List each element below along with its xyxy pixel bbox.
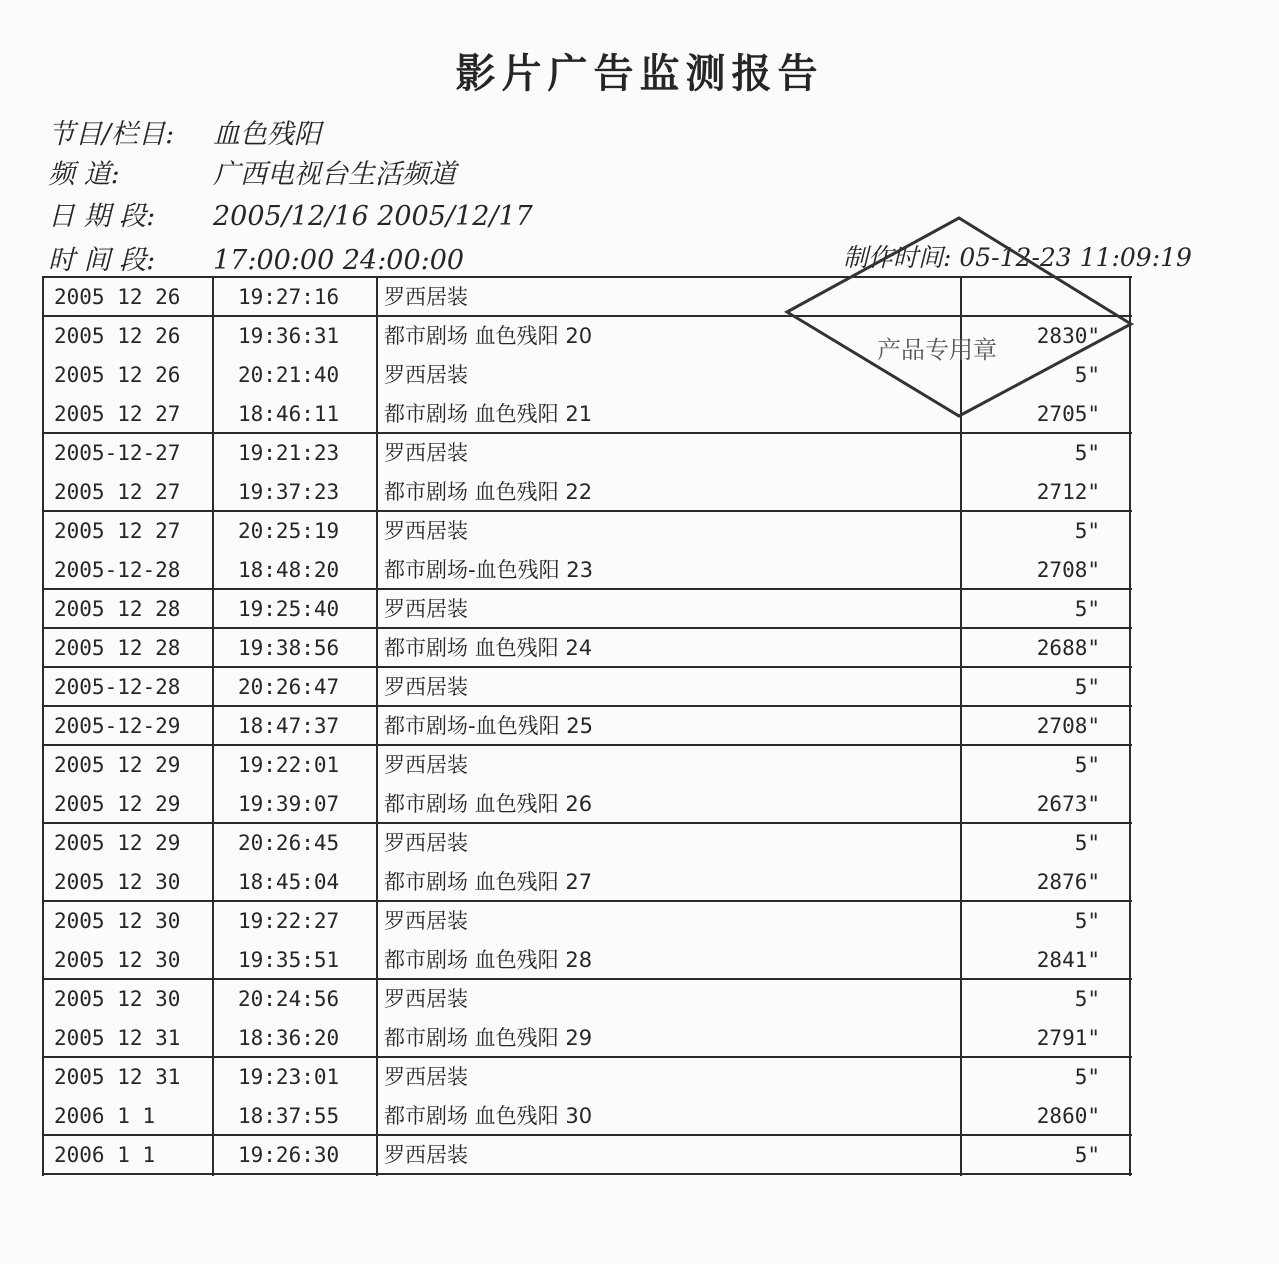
row-date: 2005 12 29 [54,753,181,777]
row-duration: 5" [1074,753,1100,777]
row-separator [42,705,1132,707]
row-time: 19:35:51 [238,948,340,972]
table-row [42,668,1132,707]
row-program: 都市剧场 血色残阳 22 [384,480,593,504]
row-program: 罗西居装 [384,597,468,621]
row-program: 都市剧场 血色残阳 30 [384,1104,593,1128]
row-separator [42,432,1132,434]
row-duration: 2791" [1036,1026,1100,1050]
row-time: 19:25:40 [238,597,340,621]
table-row [42,434,1132,473]
row-program: 罗西居装 [384,519,468,543]
seal-stamp-icon [783,214,1135,420]
table-row [42,707,1132,746]
row-date: 2005-12-28 [54,675,181,699]
row-separator [42,978,1132,980]
table-row [42,746,1132,785]
row-date: 2005 12 26 [54,285,181,309]
row-date: 2005 12 30 [54,948,181,972]
row-separator [42,1173,1132,1175]
time-range-value: 17:00:00 24:00:00 [213,245,465,276]
row-date: 2005-12-28 [54,558,181,582]
table-row [42,785,1132,824]
row-duration: 2673" [1036,792,1100,816]
row-duration: 2708" [1036,558,1100,582]
date-range-line [48,194,533,233]
row-program: 都市剧场 血色残阳 26 [384,792,593,816]
row-program: 罗西居装 [384,285,468,309]
row-date: 2005 12 28 [54,597,181,621]
row-time: 19:37:23 [238,480,340,504]
row-separator [42,627,1132,629]
table-row [42,1097,1132,1136]
row-duration: 5" [1074,831,1100,855]
row-program: 都市剧场 血色残阳 29 [384,1026,593,1050]
channel-label: 频 道: [48,159,120,190]
row-time: 18:36:20 [238,1026,340,1050]
row-date: 2005 12 31 [54,1065,181,1089]
row-duration: 2841" [1036,948,1100,972]
row-date: 2005-12-29 [54,714,181,738]
row-duration: 2860" [1036,1104,1100,1128]
table-row [42,902,1132,941]
row-time: 20:26:45 [238,831,340,855]
row-date: 2005-12-27 [54,441,181,465]
row-program: 都市剧场-血色残阳 25 [384,714,593,738]
row-time: 20:24:56 [238,987,340,1011]
row-time: 18:48:20 [238,558,340,582]
row-duration: 5" [1074,909,1100,933]
row-time: 20:21:40 [238,363,340,387]
row-time: 18:47:37 [238,714,340,738]
row-duration: 5" [1074,519,1100,543]
table-row [42,1136,1132,1175]
row-separator [42,1134,1132,1136]
row-time: 19:21:23 [238,441,340,465]
row-program: 都市剧场 血色残阳 28 [384,948,593,972]
row-program: 都市剧场-血色残阳 23 [384,558,593,582]
date-range-value: 2005/12/16 2005/12/17 [213,201,533,232]
row-time: 19:22:01 [238,753,340,777]
row-separator [42,1056,1132,1058]
row-program: 罗西居装 [384,441,468,465]
row-date: 2005 12 27 [54,402,181,426]
row-separator [42,510,1132,512]
row-duration: 2876" [1036,870,1100,894]
row-date: 2005 12 30 [54,987,181,1011]
table-row [42,863,1132,902]
row-duration: 2708" [1036,714,1100,738]
row-duration: 5" [1074,1143,1100,1167]
row-program: 罗西居装 [384,675,468,699]
row-program: 都市剧场 血色残阳 20 [384,324,593,348]
time-range-label: 时 间 段: [48,245,156,276]
print-time: 制作时间: 05-12-23 11:09:19 [843,243,1192,272]
row-date: 2005 12 29 [54,831,181,855]
row-duration: 5" [1074,597,1100,621]
row-separator [42,666,1132,668]
row-program: 都市剧场 血色残阳 21 [384,402,593,426]
table-row [42,941,1132,980]
row-duration: 2705" [1036,402,1100,426]
row-date: 2005 12 27 [54,480,181,504]
row-program: 罗西居装 [384,1065,468,1089]
row-program: 罗西居装 [384,753,468,777]
row-date: 2005 12 26 [54,324,181,348]
row-date: 2006 1 1 [54,1143,156,1167]
row-date: 2005 12 31 [54,1026,181,1050]
program-line [48,112,321,151]
report-title: 影片广告监测报告 [455,50,824,97]
row-time: 20:26:47 [238,675,340,699]
row-program: 罗西居装 [384,363,468,387]
row-time: 18:37:55 [238,1104,340,1128]
row-date: 2005 12 28 [54,636,181,660]
stamp-text: 产品专用章 [877,336,997,364]
row-duration: 5" [1074,1065,1100,1089]
date-range-label: 日 期 段: [48,201,156,232]
row-date: 2005 12 27 [54,519,181,543]
row-duration: 2712" [1036,480,1100,504]
row-separator [42,744,1132,746]
table-row [42,1058,1132,1097]
row-duration: 2830" [1036,324,1100,348]
row-duration: 2688" [1036,636,1100,660]
row-program: 罗西居装 [384,909,468,933]
channel-line [48,152,456,191]
row-date: 2005 12 29 [54,792,181,816]
table-row [42,512,1132,551]
table-row [42,1019,1132,1058]
table-row [42,629,1132,668]
row-date: 2005 12 26 [54,363,181,387]
channel-value: 广西电视台生活频道 [213,159,456,190]
row-time: 20:25:19 [238,519,340,543]
row-time: 19:23:01 [238,1065,340,1089]
time-range-line [48,238,464,277]
row-duration: 5" [1074,987,1100,1011]
row-program: 罗西居装 [384,831,468,855]
row-program: 罗西居装 [384,987,468,1011]
table-row [42,980,1132,1019]
row-separator [42,900,1132,902]
row-time: 19:27:16 [238,285,340,309]
row-program: 都市剧场 血色残阳 27 [384,870,593,894]
row-time: 19:26:30 [238,1143,340,1167]
row-program: 都市剧场 血色残阳 24 [384,636,593,660]
row-time: 19:39:07 [238,792,340,816]
row-program: 罗西居装 [384,1143,468,1167]
table-row [42,824,1132,863]
row-duration: 5" [1074,363,1100,387]
row-duration: 5" [1074,675,1100,699]
row-time: 18:45:04 [238,870,340,894]
row-time: 18:46:11 [238,402,340,426]
row-time: 19:38:56 [238,636,340,660]
row-time: 19:36:31 [238,324,340,348]
table-row [42,551,1132,590]
table-row [42,473,1132,512]
table-row [42,590,1132,629]
row-date: 2005 12 30 [54,870,181,894]
row-time: 19:22:27 [238,909,340,933]
program-label: 节目/栏目: [48,119,175,150]
row-date: 2005 12 30 [54,909,181,933]
program-value: 血色残阳 [213,119,321,150]
row-date: 2006 1 1 [54,1104,156,1128]
row-separator [42,822,1132,824]
row-separator [42,588,1132,590]
row-duration: 5" [1074,441,1100,465]
